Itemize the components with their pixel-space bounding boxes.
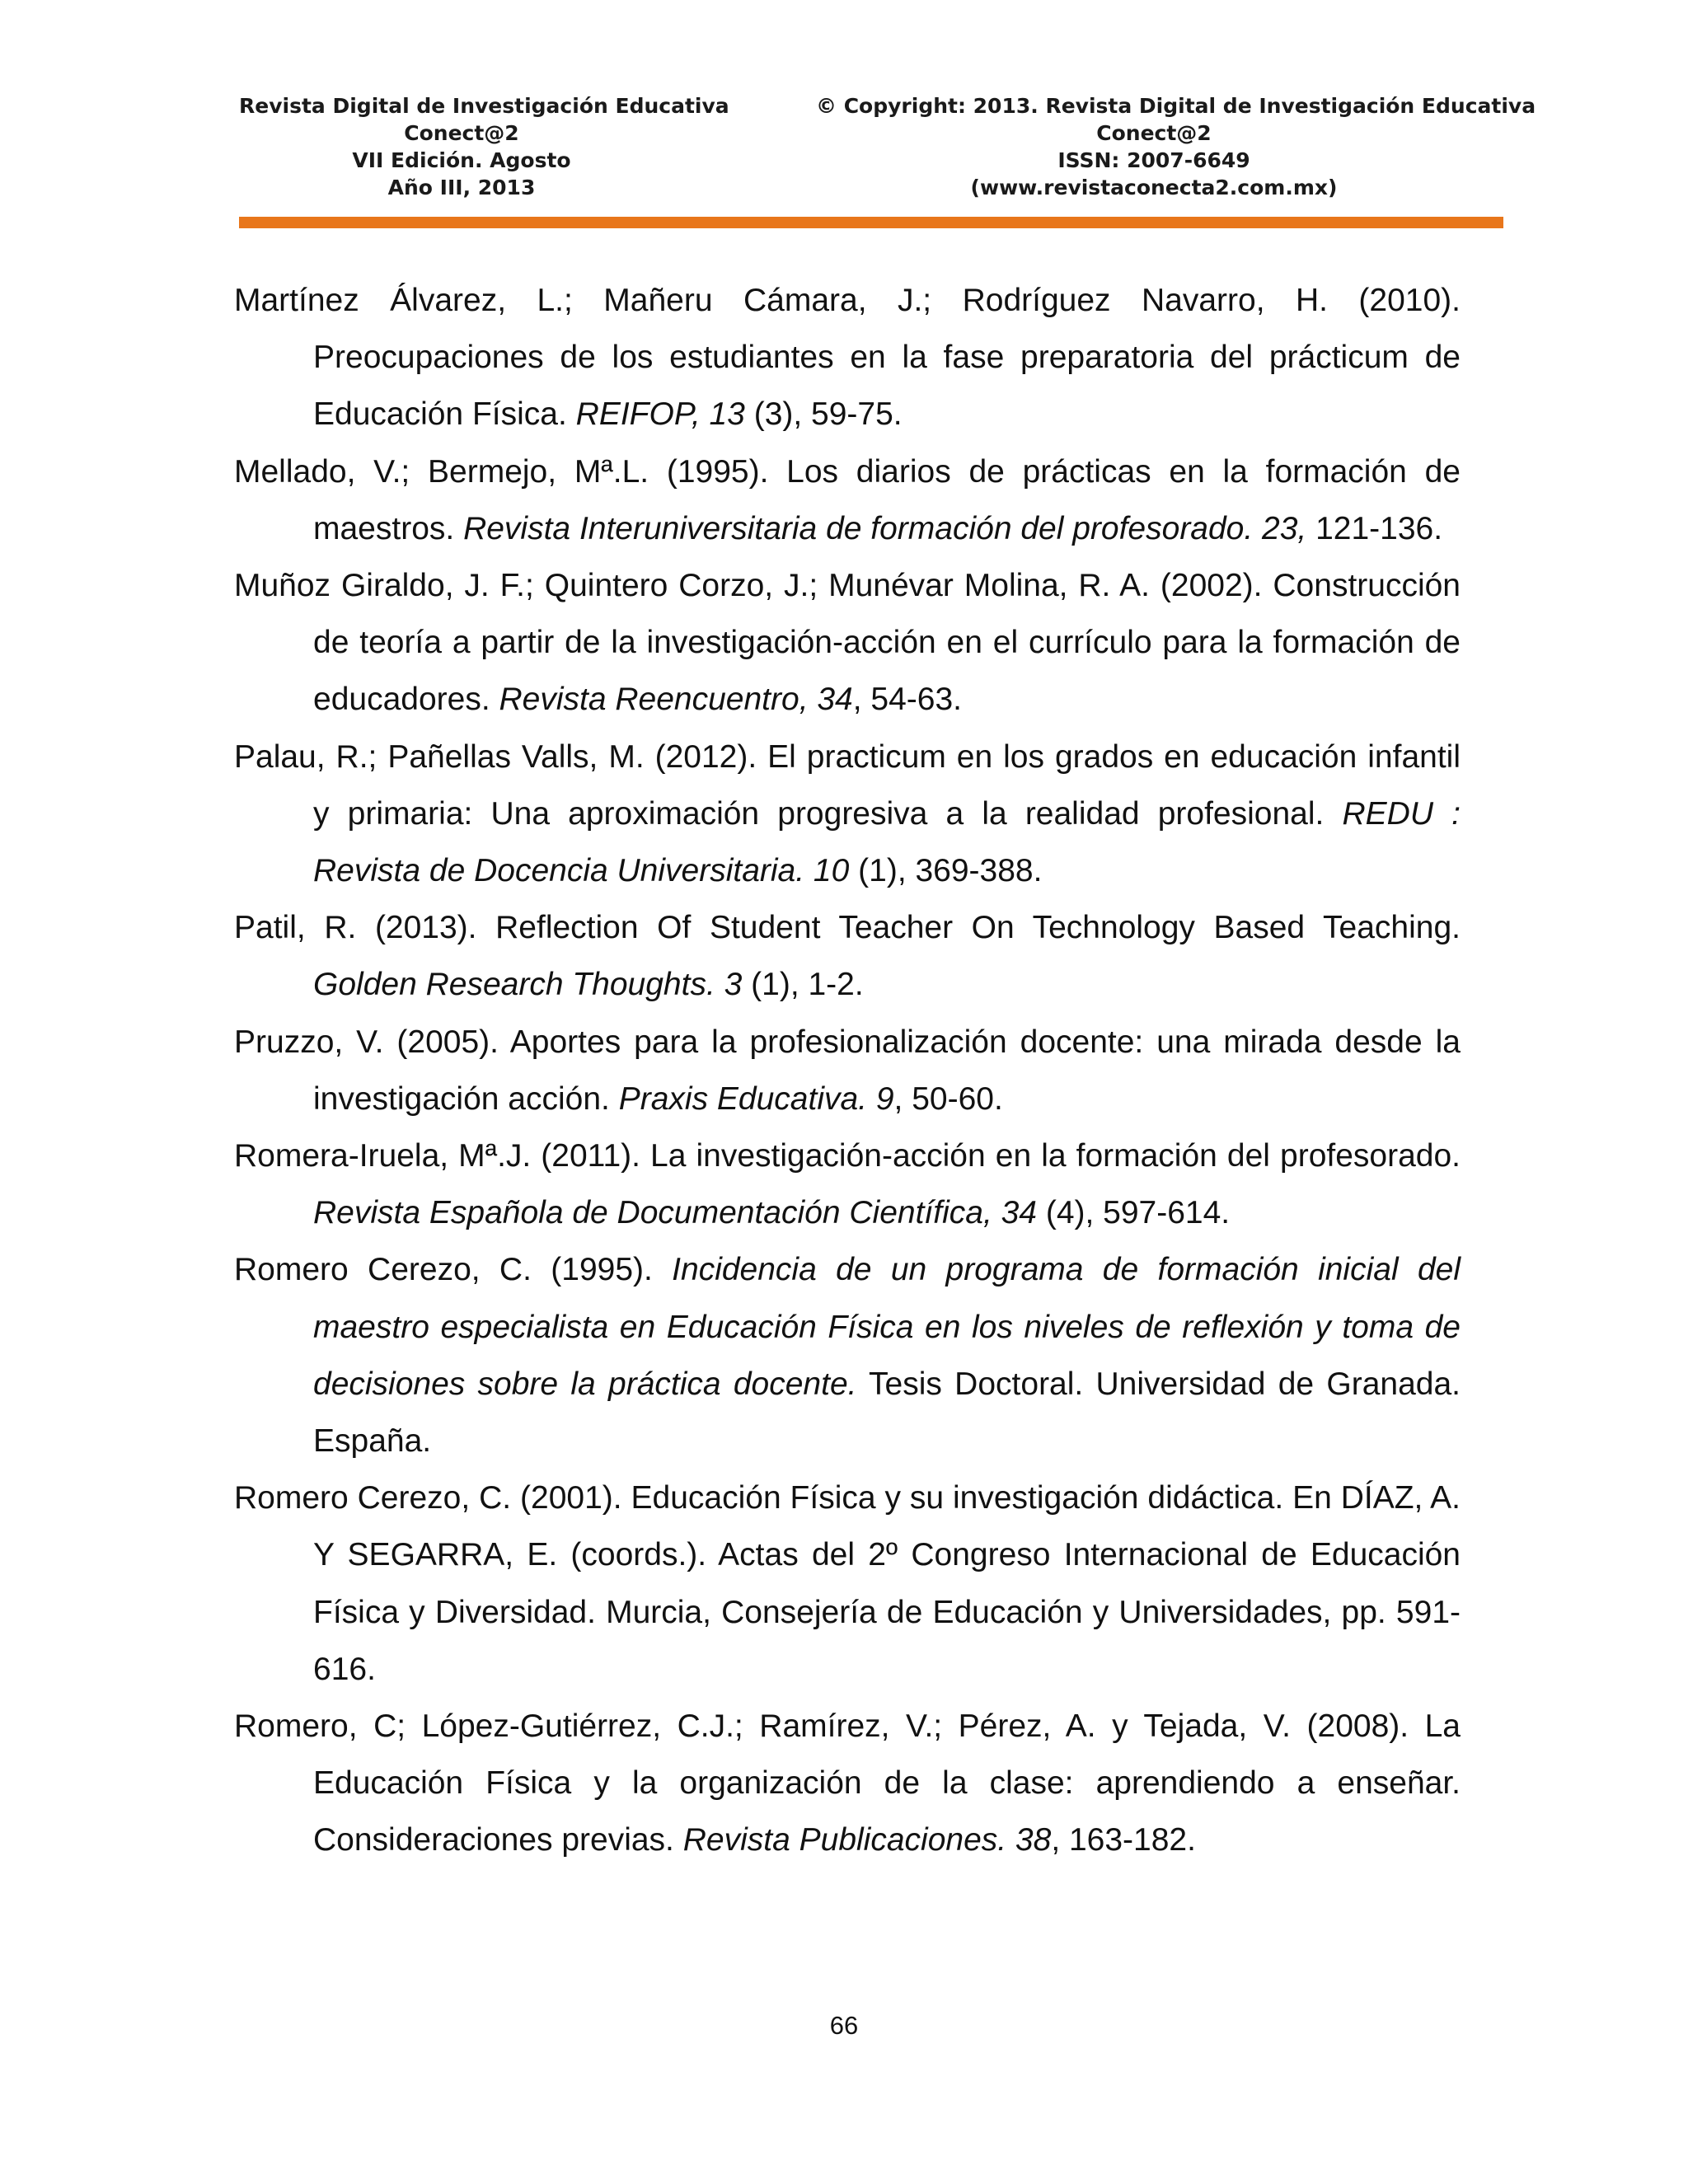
- journal-year: Año III, 2013: [387, 176, 536, 199]
- reference-text: Pruzzo, V. (2005). Aportes para la profesionalización docente: una mirada desde la investigación acción.: [234, 1024, 1461, 1117]
- reference-text: Palau, R.; Pañellas Valls, M. (2012). El practicum en los grados en educación infantil y primaria: Una aproximación progresiva a la realidad profesional.: [234, 738, 1461, 832]
- reference-source: Revista Interuniversitaria de formación del profesorado. 23,: [463, 510, 1307, 546]
- reference-source: REIFOP, 13: [575, 396, 745, 433]
- journal-info: [239, 92, 729, 201]
- reference-source: Revista Publicaciones. 38: [682, 1822, 1052, 1858]
- header-divider: [239, 217, 1503, 228]
- reference-source: Incidencia de un programa de formación inicial del maestro especialista en Educación Física en los niveles de reflexión y toma de decisiones sobre la práctica docente.: [313, 1252, 1461, 1402]
- journal-edition: VII Edición. Agosto: [352, 148, 571, 172]
- journal-title: Revista Digital de Investigación Educativa: [239, 94, 729, 118]
- reference-entry: [234, 729, 1461, 900]
- page-number: 66: [829, 2011, 859, 2040]
- reference-details: Tesis Doctoral. Universidad de Granada. España.: [313, 1366, 1461, 1460]
- reference-source: REDU : Revista de Docencia Universitaria. 10: [313, 795, 1461, 889]
- copyright-line: © Copyright: 2013. Revista Digital de Investigación Educativa: [816, 94, 1536, 118]
- reference-details: (4), 597-614.: [1037, 1195, 1231, 1231]
- copyright-journal-name: Conect@2: [1096, 121, 1212, 145]
- journal-name: Conect@2: [404, 121, 519, 145]
- issn: ISSN: 2007-6649: [1057, 148, 1250, 172]
- reference-details: (3), 59-75.: [744, 396, 903, 433]
- reference-details: (1), 1-2.: [742, 967, 864, 1003]
- reference-text: Romera-Iruela, Mª.J. (2011). La investigación-acción en la formación del profesorado.: [234, 1138, 1461, 1174]
- reference-source: Revista Española de Documentación Científica, 34: [313, 1195, 1037, 1231]
- reference-text: Romero, C; López-Gutiérrez, C.J.; Ramírez, V.; Pérez, A. y Tejada, V. (2008). La Educación Física y la organización de la clase: aprendiendo a enseñar. Consideraciones previas.: [234, 1708, 1461, 1858]
- journal-website: (www.revistaconecta2.com.mx): [970, 176, 1338, 199]
- reference-entry: [234, 1241, 1461, 1469]
- reference-text: Muñoz Giraldo, J. F.; Quintero Corzo, J.; Munévar Molina, R. A. (2002). Construcción de teoría a partir de la investigación-acción en el currículo para la formación de educadores.: [234, 568, 1461, 718]
- reference-source: Golden Research Thoughts. 3: [313, 967, 743, 1003]
- reference-text: Romero Cerezo, C. (1995).: [234, 1252, 673, 1288]
- reference-list: [234, 272, 1461, 1869]
- reference-details: , 50-60.: [893, 1080, 1003, 1117]
- reference-text: Patil, R. (2013). Reflection Of Student Teacher On Technology Based Teaching.: [234, 910, 1461, 946]
- reference-entry: [234, 1469, 1461, 1698]
- reference-entry: [234, 1127, 1461, 1241]
- copyright-info: [816, 92, 1536, 201]
- reference-entry: [234, 557, 1461, 729]
- reference-entry: [234, 1014, 1461, 1127]
- reference-text: Romero Cerezo, C. (2001). Educación Física y su investigación didáctica. En DÍAZ, A. Y SEGARRA, E. (coords.). Actas del 2º Congreso Internacional de Educación Física y Diversidad. Murcia, Consejería de Educación y Universidades, pp. 591-616.: [234, 1480, 1461, 1687]
- reference-text: Martínez Álvarez, L.; Mañeru Cámara, J.; Rodríguez Navarro, H. (2010). Preocupaciones de los estudiantes en la fase preparatoria del prácticum de Educación Física.: [234, 283, 1461, 433]
- reference-details: , 163-182.: [1051, 1822, 1196, 1858]
- page-header: [239, 92, 1536, 224]
- reference-source: Revista Reencuentro, 34: [499, 682, 853, 718]
- reference-details: (1), 369-388.: [849, 853, 1043, 889]
- reference-entry: [234, 272, 1461, 443]
- reference-entry: [234, 443, 1461, 557]
- reference-details: 121-136.: [1306, 510, 1443, 546]
- reference-entry: [234, 899, 1461, 1013]
- reference-source: Praxis Educativa. 9: [618, 1080, 894, 1117]
- reference-text: Mellado, V.; Bermejo, Mª.L. (1995). Los diarios de prácticas en la formación de maestros.: [234, 453, 1461, 546]
- reference-details: , 54-63.: [852, 682, 963, 718]
- reference-entry: [234, 1698, 1461, 1869]
